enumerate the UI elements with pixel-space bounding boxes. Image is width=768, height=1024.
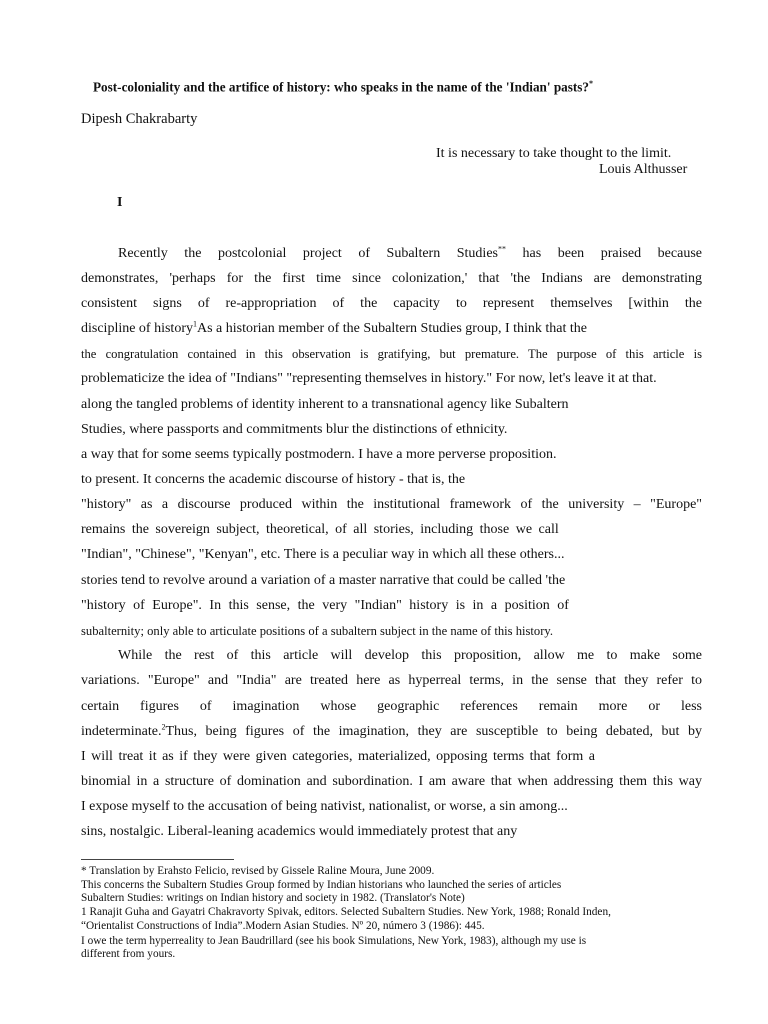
body-line: problematicize the idea of "Indians" "representing themselves in history." For now, let's leave it at that. bbox=[81, 371, 657, 386]
body-line: demonstrates, 'perhaps for the first time since colonization,' that 'the Indians are demonstrating bbox=[81, 271, 702, 286]
epigraph-attribution: Louis Althusser bbox=[599, 162, 688, 177]
body-line: a way that for some seems typically postmodern. I have a more perverse proposition. bbox=[81, 447, 557, 462]
body-line: remains the sovereign subject, theoretical, of all stories, including those we call bbox=[81, 522, 559, 537]
footnote: “Orientalist Constructions of India”.Modern Asian Studies. Nº 20, número 3 (1986): 445. bbox=[81, 920, 485, 932]
footnote: I owe the term hyperreality to Jean Baudrillard (see his book Simulations, New York, 1983), although my use is bbox=[81, 935, 587, 947]
body-line: While the rest of this article will develop this proposition, allow me to make some bbox=[118, 648, 702, 663]
body-line: I will treat it as if they were given categories, materialized, opposing terms that form a bbox=[81, 749, 595, 764]
body-line: sins, nostalgic. Liberal-leaning academics would immediately protest that any bbox=[81, 824, 518, 839]
body-line: binomial in a structure of domination and subordination. I am aware that when addressing them this way bbox=[81, 774, 702, 789]
body-line: along the tangled problems of identity inherent to a transnational agency like Subaltern bbox=[81, 397, 569, 412]
footnote: 1 Ranajit Guha and Gayatri Chakravorty Spivak, editors. Selected Subaltern Studies. New York, 1988; Ronald Inden, bbox=[81, 906, 611, 918]
body-line: I expose myself to the accusation of being nativist, nationalist, or worse, a sin among... bbox=[81, 799, 568, 814]
footnote-mark: ** bbox=[497, 245, 506, 254]
section-heading: I bbox=[117, 195, 123, 210]
footnote: * Translation by Erahsto Felicio, revised by Gissele Raline Moura, June 2009. bbox=[81, 865, 435, 877]
footnote-divider bbox=[81, 859, 234, 860]
paper-title: Post-coloniality and the artifice of history: who speaks in the name of the 'Indian' pasts?* bbox=[93, 79, 594, 95]
footnote-mark: 1 bbox=[193, 320, 197, 329]
body-line: "history of Europe". In this sense, the very "Indian" history is in a position of bbox=[81, 598, 569, 613]
body-line: to present. It concerns the academic discourse of history - that is, the bbox=[81, 472, 466, 487]
epigraph-quote: It is necessary to take thought to the limit. bbox=[436, 146, 672, 161]
body-line: indeterminate.$^2$Thus, being figures of the imagination, they are susceptible to being debated, but by bbox=[81, 723, 702, 739]
body-line: consistent signs of re-appropriation of the capacity to represent themselves [within the bbox=[81, 296, 702, 311]
body-line: Recently the postcolonial project of Subaltern Studies** has been praised because bbox=[118, 245, 702, 261]
body-line: "Indian", "Chinese", "Kenyan", etc. There is a peculiar way in which all these others... bbox=[81, 547, 565, 562]
body-line: Studies, where passports and commitments blur the distinctions of ethnicity. bbox=[81, 422, 508, 437]
body-line: "history" as a discourse produced within the institutional framework of the university – "Europe" bbox=[81, 497, 702, 512]
title-footnote-mark: * bbox=[589, 79, 594, 88]
footnote: Subaltern Studies: writings on Indian history and society in 1982. (Translator's Note) bbox=[81, 892, 465, 904]
footnote-mark: 2 bbox=[161, 723, 166, 732]
body-line: subalternity; only able to articulate positions of a subaltern subject in the name of this history. bbox=[81, 624, 554, 638]
body-line: stories tend to revolve around a variation of a master narrative that could be called 'the bbox=[81, 573, 566, 588]
footnote: This concerns the Subaltern Studies Group formed by Indian historians who launched the series of articles bbox=[81, 879, 562, 891]
body-line: discipline of history$^1$As a historian member of the Subaltern Studies group, I think that the bbox=[81, 320, 587, 336]
footnote: different from yours. bbox=[81, 948, 176, 960]
body-line: certain figures of imagination whose geographic references remain more or less bbox=[81, 699, 702, 714]
author-name: Dipesh Chakrabarty bbox=[81, 111, 198, 127]
body-line: the congratulation contained in this observation is gratifying, but premature. The purpose of this article is bbox=[81, 347, 702, 361]
body-line: variations. "Europe" and "India" are treated here as hyperreal terms, in the sense that they refer to bbox=[81, 673, 702, 688]
